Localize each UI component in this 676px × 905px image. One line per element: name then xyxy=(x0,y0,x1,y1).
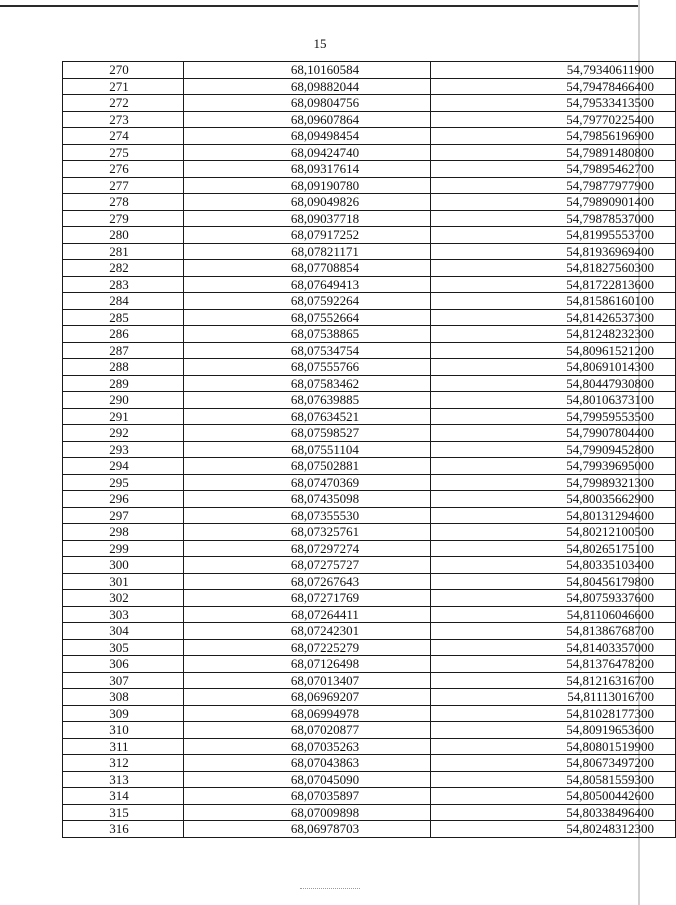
table-row xyxy=(63,342,676,359)
table-row xyxy=(63,656,676,673)
point-number-cell: 311 xyxy=(63,738,184,755)
x-coordinate-cell: 68,09317614 xyxy=(184,161,431,178)
y-coordinate-cell: 54,80265175100 xyxy=(431,540,676,557)
table-row xyxy=(63,144,676,161)
x-coordinate-cell: 68,07297274 xyxy=(184,540,431,557)
point-number-cell: 283 xyxy=(63,276,184,293)
table-row xyxy=(63,359,676,376)
table-row xyxy=(63,309,676,326)
point-number-cell: 287 xyxy=(63,342,184,359)
x-coordinate-cell: 68,07538865 xyxy=(184,326,431,343)
x-coordinate-cell: 68,07551104 xyxy=(184,441,431,458)
x-coordinate-cell: 68,07649413 xyxy=(184,276,431,293)
y-coordinate-cell: 54,81403357000 xyxy=(431,639,676,656)
point-number-cell: 305 xyxy=(63,639,184,656)
point-number-cell: 298 xyxy=(63,524,184,541)
x-coordinate-cell: 68,06978703 xyxy=(184,821,431,838)
y-coordinate-cell: 54,81426537300 xyxy=(431,309,676,326)
y-coordinate-cell: 54,79907804400 xyxy=(431,425,676,442)
point-number-cell: 307 xyxy=(63,672,184,689)
y-coordinate-cell: 54,80456179800 xyxy=(431,573,676,590)
y-coordinate-cell: 54,81386768700 xyxy=(431,623,676,640)
y-coordinate-cell: 54,81995553700 xyxy=(431,227,676,244)
point-number-cell: 299 xyxy=(63,540,184,557)
x-coordinate-cell: 68,09804756 xyxy=(184,95,431,112)
x-coordinate-cell: 68,07634521 xyxy=(184,408,431,425)
table-row xyxy=(63,441,676,458)
table-row xyxy=(63,194,676,211)
y-coordinate-cell: 54,80673497200 xyxy=(431,755,676,772)
y-coordinate-cell: 54,79959553500 xyxy=(431,408,676,425)
x-coordinate-cell: 68,06994978 xyxy=(184,705,431,722)
point-number-cell: 281 xyxy=(63,243,184,260)
point-number-cell: 290 xyxy=(63,392,184,409)
table-row xyxy=(63,276,676,293)
y-coordinate-cell: 54,79533413500 xyxy=(431,95,676,112)
y-coordinate-cell: 54,80035662900 xyxy=(431,491,676,508)
point-number-cell: 278 xyxy=(63,194,184,211)
table-row xyxy=(63,672,676,689)
x-coordinate-cell: 68,07598527 xyxy=(184,425,431,442)
y-coordinate-cell: 54,79877977900 xyxy=(431,177,676,194)
point-number-cell: 275 xyxy=(63,144,184,161)
y-coordinate-cell: 54,80338496400 xyxy=(431,804,676,821)
y-coordinate-cell: 54,80759337600 xyxy=(431,590,676,607)
table-row xyxy=(63,540,676,557)
point-number-cell: 280 xyxy=(63,227,184,244)
point-number-cell: 301 xyxy=(63,573,184,590)
point-number-cell: 306 xyxy=(63,656,184,673)
point-number-cell: 294 xyxy=(63,458,184,475)
x-coordinate-cell: 68,07045090 xyxy=(184,771,431,788)
table-row xyxy=(63,606,676,623)
x-coordinate-cell: 68,07552664 xyxy=(184,309,431,326)
y-coordinate-cell: 54,81028177300 xyxy=(431,705,676,722)
y-coordinate-cell: 54,81113016700 xyxy=(431,689,676,706)
point-number-cell: 284 xyxy=(63,293,184,310)
table-row xyxy=(63,524,676,541)
point-number-cell: 277 xyxy=(63,177,184,194)
point-number-cell: 313 xyxy=(63,771,184,788)
y-coordinate-cell: 54,81722813600 xyxy=(431,276,676,293)
table-row xyxy=(63,210,676,227)
table-row xyxy=(63,392,676,409)
x-coordinate-cell: 68,07325761 xyxy=(184,524,431,541)
x-coordinate-cell: 68,07555766 xyxy=(184,359,431,376)
point-number-cell: 315 xyxy=(63,804,184,821)
table-row xyxy=(63,623,676,640)
table-row xyxy=(63,62,676,79)
y-coordinate-cell: 54,80961521200 xyxy=(431,342,676,359)
x-coordinate-cell: 68,07583462 xyxy=(184,375,431,392)
y-coordinate-cell: 54,80106373100 xyxy=(431,392,676,409)
table-row xyxy=(63,788,676,805)
table-row xyxy=(63,722,676,739)
x-coordinate-cell: 68,07035897 xyxy=(184,788,431,805)
table-row xyxy=(63,590,676,607)
x-coordinate-cell: 68,07917252 xyxy=(184,227,431,244)
point-number-cell: 289 xyxy=(63,375,184,392)
table-row xyxy=(63,111,676,128)
x-coordinate-cell: 68,07271769 xyxy=(184,590,431,607)
y-coordinate-cell: 54,79890901400 xyxy=(431,194,676,211)
scan-footer-artifact xyxy=(300,888,360,889)
table-row xyxy=(63,639,676,656)
point-number-cell: 273 xyxy=(63,111,184,128)
x-coordinate-cell: 68,09190780 xyxy=(184,177,431,194)
point-number-cell: 297 xyxy=(63,507,184,524)
table-row xyxy=(63,78,676,95)
table-row xyxy=(63,425,676,442)
table-row xyxy=(63,821,676,838)
table-row xyxy=(63,507,676,524)
table-row xyxy=(63,474,676,491)
x-coordinate-cell: 68,07242301 xyxy=(184,623,431,640)
y-coordinate-cell: 54,80500442600 xyxy=(431,788,676,805)
y-coordinate-cell: 54,79856196900 xyxy=(431,128,676,145)
point-number-cell: 291 xyxy=(63,408,184,425)
table-row xyxy=(63,738,676,755)
y-coordinate-cell: 54,80335103400 xyxy=(431,557,676,574)
table-row xyxy=(63,755,676,772)
x-coordinate-cell: 68,07043863 xyxy=(184,755,431,772)
table-row xyxy=(63,128,676,145)
y-coordinate-cell: 54,80581559300 xyxy=(431,771,676,788)
point-number-cell: 300 xyxy=(63,557,184,574)
x-coordinate-cell: 68,07639885 xyxy=(184,392,431,409)
table-row xyxy=(63,161,676,178)
x-coordinate-cell: 68,07534754 xyxy=(184,342,431,359)
point-number-cell: 293 xyxy=(63,441,184,458)
point-number-cell: 312 xyxy=(63,755,184,772)
coordinates-table-body xyxy=(63,62,676,838)
x-coordinate-cell: 68,07592264 xyxy=(184,293,431,310)
y-coordinate-cell: 54,80919653600 xyxy=(431,722,676,739)
table-row xyxy=(63,804,676,821)
x-coordinate-cell: 68,09607864 xyxy=(184,111,431,128)
table-row xyxy=(63,705,676,722)
y-coordinate-cell: 54,81248232300 xyxy=(431,326,676,343)
table-row xyxy=(63,557,676,574)
point-number-cell: 272 xyxy=(63,95,184,112)
x-coordinate-cell: 68,07435098 xyxy=(184,491,431,508)
y-coordinate-cell: 54,79770225400 xyxy=(431,111,676,128)
point-number-cell: 282 xyxy=(63,260,184,277)
y-coordinate-cell: 54,79878537000 xyxy=(431,210,676,227)
scan-top-border xyxy=(0,5,640,7)
y-coordinate-cell: 54,80131294600 xyxy=(431,507,676,524)
point-number-cell: 276 xyxy=(63,161,184,178)
x-coordinate-cell: 68,07035263 xyxy=(184,738,431,755)
y-coordinate-cell: 54,81106046600 xyxy=(431,606,676,623)
x-coordinate-cell: 68,07264411 xyxy=(184,606,431,623)
table-row xyxy=(63,243,676,260)
table-row xyxy=(63,326,676,343)
table-row xyxy=(63,177,676,194)
y-coordinate-cell: 54,81216316700 xyxy=(431,672,676,689)
x-coordinate-cell: 68,07020877 xyxy=(184,722,431,739)
y-coordinate-cell: 54,81586160100 xyxy=(431,293,676,310)
x-coordinate-cell: 68,07267643 xyxy=(184,573,431,590)
point-number-cell: 316 xyxy=(63,821,184,838)
point-number-cell: 314 xyxy=(63,788,184,805)
table-row xyxy=(63,491,676,508)
x-coordinate-cell: 68,07013407 xyxy=(184,672,431,689)
table-row xyxy=(63,408,676,425)
point-number-cell: 274 xyxy=(63,128,184,145)
x-coordinate-cell: 68,07355530 xyxy=(184,507,431,524)
x-coordinate-cell: 68,10160584 xyxy=(184,62,431,79)
table-row xyxy=(63,771,676,788)
x-coordinate-cell: 68,09882044 xyxy=(184,78,431,95)
x-coordinate-cell: 68,07708854 xyxy=(184,260,431,277)
point-number-cell: 308 xyxy=(63,689,184,706)
y-coordinate-cell: 54,81936969400 xyxy=(431,243,676,260)
y-coordinate-cell: 54,80248312300 xyxy=(431,821,676,838)
y-coordinate-cell: 54,79895462700 xyxy=(431,161,676,178)
point-number-cell: 270 xyxy=(63,62,184,79)
table-row xyxy=(63,689,676,706)
table-row xyxy=(63,293,676,310)
point-number-cell: 292 xyxy=(63,425,184,442)
x-coordinate-cell: 68,09037718 xyxy=(184,210,431,227)
x-coordinate-cell: 68,07502881 xyxy=(184,458,431,475)
y-coordinate-cell: 54,79939695000 xyxy=(431,458,676,475)
table-row xyxy=(63,260,676,277)
point-number-cell: 309 xyxy=(63,705,184,722)
y-coordinate-cell: 54,80801519900 xyxy=(431,738,676,755)
x-coordinate-cell: 68,07225279 xyxy=(184,639,431,656)
point-number-cell: 303 xyxy=(63,606,184,623)
x-coordinate-cell: 68,07009898 xyxy=(184,804,431,821)
x-coordinate-cell: 68,07470369 xyxy=(184,474,431,491)
x-coordinate-cell: 68,09498454 xyxy=(184,128,431,145)
table-row xyxy=(63,95,676,112)
point-number-cell: 310 xyxy=(63,722,184,739)
page-number: 15 xyxy=(313,36,327,51)
point-number-cell: 295 xyxy=(63,474,184,491)
y-coordinate-cell: 54,81376478200 xyxy=(431,656,676,673)
point-number-cell: 288 xyxy=(63,359,184,376)
point-number-cell: 304 xyxy=(63,623,184,640)
y-coordinate-cell: 54,79891480800 xyxy=(431,144,676,161)
y-coordinate-cell: 54,79909452800 xyxy=(431,441,676,458)
y-coordinate-cell: 54,79478466400 xyxy=(431,78,676,95)
y-coordinate-cell: 54,80691014300 xyxy=(431,359,676,376)
y-coordinate-cell: 54,80212100500 xyxy=(431,524,676,541)
point-number-cell: 279 xyxy=(63,210,184,227)
coordinates-table xyxy=(62,61,676,838)
y-coordinate-cell: 54,79340611900 xyxy=(431,62,676,79)
x-coordinate-cell: 68,07275727 xyxy=(184,557,431,574)
x-coordinate-cell: 68,07821171 xyxy=(184,243,431,260)
point-number-cell: 286 xyxy=(63,326,184,343)
y-coordinate-cell: 54,79989321300 xyxy=(431,474,676,491)
point-number-cell: 296 xyxy=(63,491,184,508)
point-number-cell: 285 xyxy=(63,309,184,326)
x-coordinate-cell: 68,09424740 xyxy=(184,144,431,161)
x-coordinate-cell: 68,09049826 xyxy=(184,194,431,211)
x-coordinate-cell: 68,07126498 xyxy=(184,656,431,673)
table-row xyxy=(63,375,676,392)
point-number-cell: 271 xyxy=(63,78,184,95)
y-coordinate-cell: 54,80447930800 xyxy=(431,375,676,392)
point-number-cell: 302 xyxy=(63,590,184,607)
x-coordinate-cell: 68,06969207 xyxy=(184,689,431,706)
table-row xyxy=(63,227,676,244)
y-coordinate-cell: 54,81827560300 xyxy=(431,260,676,277)
table-row xyxy=(63,573,676,590)
table-row xyxy=(63,458,676,475)
